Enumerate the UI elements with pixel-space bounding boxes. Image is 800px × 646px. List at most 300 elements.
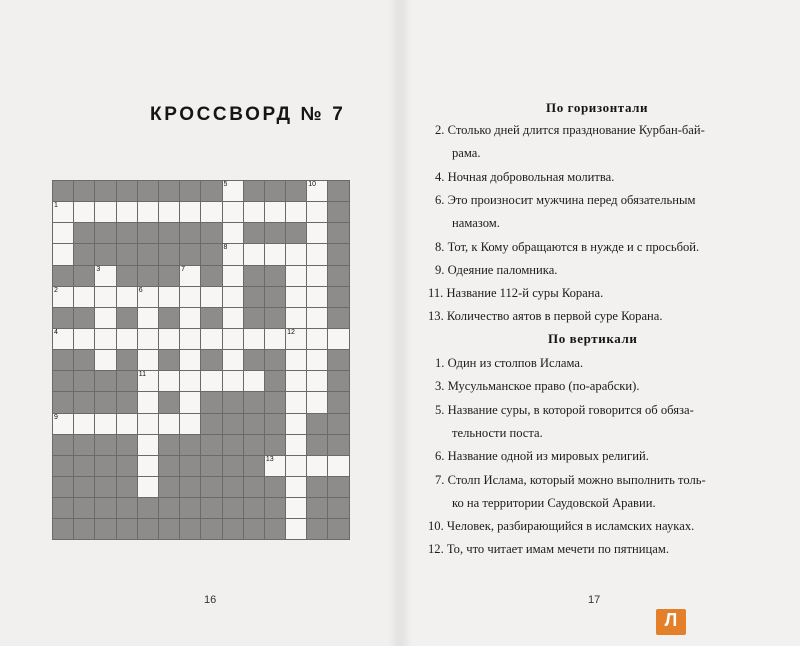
clue-number: 4 xyxy=(54,328,58,336)
clue-line xyxy=(435,399,755,422)
crossword-cell-shaded xyxy=(74,435,95,456)
publisher-logo xyxy=(656,609,686,635)
crossword-cell-shaded xyxy=(265,392,286,413)
crossword-cell-empty[interactable] xyxy=(307,392,328,413)
crossword-cell-empty[interactable] xyxy=(180,414,201,435)
crossword-cell-empty[interactable] xyxy=(53,244,74,265)
crossword-cell-empty[interactable] xyxy=(95,329,116,350)
crossword-cell-empty[interactable] xyxy=(95,350,116,371)
crossword-cell-shaded xyxy=(328,392,349,413)
crossword-cell-shaded xyxy=(223,456,244,477)
crossword-cell-empty[interactable] xyxy=(138,202,159,223)
clue-line xyxy=(435,259,755,282)
clue-line-text: Человек, разбирающийся в исламских науках. xyxy=(446,519,695,534)
crossword-cell-shaded xyxy=(201,181,222,202)
crossword-cell-shaded xyxy=(265,350,286,371)
crossword-cell-shaded xyxy=(244,456,265,477)
clue-line xyxy=(435,352,755,375)
crossword-cell-empty[interactable] xyxy=(244,329,265,350)
crossword-cell-empty[interactable] xyxy=(286,435,307,456)
crossword-cell-empty[interactable] xyxy=(286,266,307,287)
clue-line-text: Ночная добровольная молитва. xyxy=(447,169,615,184)
clue-line-number: 3. xyxy=(435,379,445,394)
crossword-cell-empty[interactable] xyxy=(223,244,244,265)
crossword-cell-shaded xyxy=(180,498,201,519)
right-page xyxy=(398,0,800,646)
clue-line-text: рама. xyxy=(452,146,481,161)
crossword-cell-empty[interactable] xyxy=(286,308,307,329)
crossword-cell-empty[interactable] xyxy=(138,435,159,456)
crossword-cell-shaded xyxy=(201,308,222,329)
crossword-cell-empty[interactable] xyxy=(223,350,244,371)
clue-line-number: 9. xyxy=(435,262,445,277)
crossword-cell-empty[interactable] xyxy=(286,350,307,371)
page-title: КРОССВОРД № 7 xyxy=(150,104,346,125)
crossword-cell-shaded xyxy=(223,519,244,540)
crossword-cell-shaded xyxy=(180,244,201,265)
clue-line xyxy=(428,538,748,561)
crossword-cell-empty[interactable] xyxy=(117,202,138,223)
crossword-cell-empty[interactable] xyxy=(180,371,201,392)
crossword-cell-empty[interactable] xyxy=(95,266,116,287)
crossword-cell-empty[interactable] xyxy=(286,392,307,413)
crossword-cell-empty[interactable] xyxy=(265,244,286,265)
crossword-cell-shaded xyxy=(201,223,222,244)
crossword-cell-shaded xyxy=(117,477,138,498)
crossword-cell-empty[interactable] xyxy=(286,244,307,265)
crossword-cell-empty[interactable] xyxy=(307,244,328,265)
crossword-cell-shaded xyxy=(74,456,95,477)
clue-line-number: 7. xyxy=(435,472,445,487)
down-heading: По вертикали xyxy=(548,331,638,346)
crossword-cell-shaded xyxy=(74,498,95,519)
crossword-cell-empty[interactable] xyxy=(307,266,328,287)
clue-line-text: Один из столпов Ислама. xyxy=(447,356,584,370)
crossword-cell-shaded xyxy=(138,519,159,540)
crossword-cell-shaded xyxy=(201,477,222,498)
clue-line xyxy=(428,515,748,538)
crossword-cell-shaded xyxy=(286,223,307,244)
crossword-cell-empty[interactable] xyxy=(180,392,201,413)
clue-number: 5 xyxy=(223,181,228,188)
crossword-cell-empty[interactable] xyxy=(307,287,328,308)
crossword-cell-shaded xyxy=(53,435,74,456)
crossword-cell-empty[interactable] xyxy=(159,371,180,392)
crossword-cell-shaded xyxy=(244,308,265,329)
crossword-cell-empty[interactable] xyxy=(328,329,349,350)
crossword-cell-empty[interactable] xyxy=(223,329,244,350)
crossword-cell-shaded xyxy=(328,519,349,540)
crossword-cell-empty[interactable] xyxy=(74,329,95,350)
clue-line xyxy=(452,142,772,165)
crossword-cell-shaded xyxy=(265,308,286,329)
crossword-cell-shaded xyxy=(265,519,286,540)
crossword-cell-shaded xyxy=(328,414,349,435)
crossword-cell-empty[interactable] xyxy=(95,202,116,223)
crossword-cell-shaded xyxy=(307,477,328,498)
crossword-cell-shaded xyxy=(328,287,349,308)
crossword-cell-shaded xyxy=(328,266,349,287)
crossword-cell-empty[interactable] xyxy=(307,371,328,392)
crossword-cell-shaded xyxy=(265,266,286,287)
clue-line-number: 12. xyxy=(428,542,444,557)
crossword-cell-empty[interactable] xyxy=(159,329,180,350)
clue-line xyxy=(435,119,755,142)
crossword-cell-shaded xyxy=(328,181,349,202)
crossword-cell-empty[interactable] xyxy=(286,414,307,435)
crossword-cell-shaded xyxy=(117,266,138,287)
clue-number: 7 xyxy=(181,265,186,273)
crossword-cell-shaded xyxy=(53,371,74,392)
crossword-cell-empty[interactable] xyxy=(138,371,159,392)
clue-line-text: намазом. xyxy=(452,216,500,231)
crossword-cell-shaded xyxy=(244,498,265,519)
crossword-cell-shaded xyxy=(74,350,95,371)
clue-line xyxy=(452,422,772,445)
crossword-cell-shaded xyxy=(201,244,222,265)
crossword-cell-shaded xyxy=(53,519,74,540)
crossword-cell-shaded xyxy=(159,477,180,498)
crossword-grid xyxy=(52,180,350,540)
crossword-cell-shaded xyxy=(117,371,138,392)
clue-line-text: Тот, к Кому обращаются в нужде и с просьбой. xyxy=(447,239,700,254)
clue-line-number: 8. xyxy=(435,239,445,254)
clue-line-text: Название суры, в которой говорится об обяза- xyxy=(447,402,694,417)
crossword-cell-empty[interactable] xyxy=(286,477,307,498)
crossword-cell-empty[interactable] xyxy=(117,414,138,435)
crossword-cell-shaded xyxy=(223,414,244,435)
crossword-cell-shaded xyxy=(180,435,201,456)
crossword-cell-shaded xyxy=(159,244,180,265)
crossword-cell-shaded xyxy=(244,223,265,244)
crossword-cell-empty[interactable] xyxy=(117,329,138,350)
crossword-cell-shaded xyxy=(138,266,159,287)
crossword-cell-shaded xyxy=(159,498,180,519)
crossword-cell-shaded xyxy=(159,308,180,329)
left-page xyxy=(0,0,398,646)
crossword-cell-shaded xyxy=(95,244,116,265)
crossword-cell-shaded xyxy=(265,477,286,498)
crossword-cell-empty[interactable] xyxy=(223,287,244,308)
crossword-cell-empty[interactable] xyxy=(95,308,116,329)
crossword-cell-shaded xyxy=(180,181,201,202)
crossword-cell-empty[interactable] xyxy=(286,329,307,350)
crossword-cell-shaded xyxy=(117,350,138,371)
crossword-cell-shaded xyxy=(328,223,349,244)
crossword-cell-empty[interactable] xyxy=(265,202,286,223)
logo-glyph: Л xyxy=(664,610,678,630)
crossword-cell-empty[interactable] xyxy=(180,350,201,371)
crossword-cell-shaded xyxy=(117,392,138,413)
crossword-cell-shaded xyxy=(53,392,74,413)
crossword-cell-empty[interactable] xyxy=(138,350,159,371)
clue-line-text: Столп Ислама, который можно выполнить толь- xyxy=(447,472,706,487)
crossword-cell-empty[interactable] xyxy=(74,287,95,308)
crossword-cell-shaded xyxy=(201,414,222,435)
crossword-cell-shaded xyxy=(117,456,138,477)
crossword-cell-empty[interactable] xyxy=(138,287,159,308)
crossword-cell-shaded xyxy=(265,414,286,435)
crossword-cell-shaded xyxy=(117,498,138,519)
crossword-cell-empty[interactable] xyxy=(180,202,201,223)
crossword-cell-shaded xyxy=(201,350,222,371)
clue-number: 2 xyxy=(54,286,58,294)
crossword-cell-empty[interactable] xyxy=(286,498,307,519)
clue-line-number: 6. xyxy=(435,192,445,207)
clue-number: 9 xyxy=(54,413,58,421)
crossword-cell-shaded xyxy=(138,244,159,265)
crossword-cell-empty[interactable] xyxy=(286,287,307,308)
crossword-cell-empty[interactable] xyxy=(117,287,138,308)
crossword-cell-empty[interactable] xyxy=(53,287,74,308)
clue-line-number: 11. xyxy=(428,286,444,301)
crossword-cell-shaded xyxy=(223,498,244,519)
crossword-cell-shaded xyxy=(53,477,74,498)
crossword-cell-shaded xyxy=(159,223,180,244)
crossword-cell-shaded xyxy=(74,244,95,265)
crossword-cell-shaded xyxy=(159,435,180,456)
crossword-cell-shaded xyxy=(307,498,328,519)
crossword-cell-shaded xyxy=(328,477,349,498)
crossword-cell-shaded xyxy=(244,392,265,413)
clue-number: 13 xyxy=(265,455,274,463)
crossword-cell-shaded xyxy=(74,308,95,329)
clue-number: 3 xyxy=(96,265,101,273)
clue-number: 6 xyxy=(138,286,143,294)
crossword-cell-shaded xyxy=(265,435,286,456)
crossword-cell-shaded xyxy=(328,498,349,519)
crossword-cell-shaded xyxy=(307,414,328,435)
crossword-cell-empty[interactable] xyxy=(53,223,74,244)
clue-line-text: ко на территории Саудовской Аравии. xyxy=(452,495,656,510)
crossword-cell-shaded xyxy=(328,202,349,223)
crossword-cell-shaded xyxy=(201,498,222,519)
crossword-cell-shaded xyxy=(159,350,180,371)
across-heading: По горизонтали xyxy=(546,100,649,115)
crossword-cell-shaded xyxy=(138,181,159,202)
crossword-cell-shaded xyxy=(307,435,328,456)
crossword-cell-empty[interactable] xyxy=(307,350,328,371)
crossword-cell-empty[interactable] xyxy=(180,266,201,287)
crossword-cell-shaded xyxy=(307,519,328,540)
crossword-cell-shaded xyxy=(95,371,116,392)
crossword-cell-shaded xyxy=(117,244,138,265)
crossword-cell-empty[interactable] xyxy=(201,202,222,223)
crossword-cell-empty[interactable] xyxy=(180,308,201,329)
clue-line-number: 6. xyxy=(435,449,445,464)
crossword-cell-shaded xyxy=(265,498,286,519)
clue-line xyxy=(435,469,755,492)
clue-line xyxy=(428,282,748,305)
clue-number: 1 xyxy=(54,202,58,210)
crossword-cell-shaded xyxy=(95,181,116,202)
clue-line xyxy=(435,445,755,468)
crossword-cell-empty[interactable] xyxy=(307,308,328,329)
crossword-cell-shaded xyxy=(180,223,201,244)
crossword-cell-shaded xyxy=(201,519,222,540)
crossword-cell-shaded xyxy=(53,266,74,287)
crossword-cell-empty[interactable] xyxy=(53,202,74,223)
crossword-cell-shaded xyxy=(53,350,74,371)
clue-line-number: 5. xyxy=(435,402,445,417)
crossword-cell-empty[interactable] xyxy=(159,202,180,223)
crossword-cell-shaded xyxy=(117,308,138,329)
crossword-cell-shaded xyxy=(265,371,286,392)
crossword-cell-empty[interactable] xyxy=(223,266,244,287)
crossword-cell-shaded xyxy=(74,181,95,202)
crossword-cell-empty[interactable] xyxy=(328,456,349,477)
crossword-cell-shaded xyxy=(74,371,95,392)
crossword-cell-empty[interactable] xyxy=(265,329,286,350)
crossword-cell-empty[interactable] xyxy=(244,244,265,265)
crossword-cell-shaded xyxy=(53,456,74,477)
clue-line-number: 10. xyxy=(428,519,444,534)
crossword-cell-empty[interactable] xyxy=(138,392,159,413)
crossword-cell-empty[interactable] xyxy=(307,456,328,477)
crossword-cell-empty[interactable] xyxy=(53,329,74,350)
clue-number: 8 xyxy=(223,244,228,252)
crossword-cell-shaded xyxy=(244,477,265,498)
clue-line-text: тельности поста. xyxy=(452,425,543,440)
crossword-cell-shaded xyxy=(74,266,95,287)
clue-line-text: Одеяние паломника. xyxy=(447,262,558,277)
clue-number: 12 xyxy=(287,328,295,336)
crossword-cell-shaded xyxy=(159,181,180,202)
clue-line-number: 2. xyxy=(435,123,445,137)
clue-line xyxy=(452,492,772,515)
clue-line-text: Столько дней длится празднование Курбан-бай- xyxy=(447,123,705,137)
clue-line xyxy=(435,236,755,259)
crossword-cell-shaded xyxy=(244,519,265,540)
clue-line xyxy=(428,305,748,328)
crossword-cell-shaded xyxy=(138,223,159,244)
crossword-cell-empty[interactable] xyxy=(286,371,307,392)
crossword-cell-shaded xyxy=(201,266,222,287)
crossword-cell-shaded xyxy=(95,223,116,244)
crossword-cell-shaded xyxy=(74,477,95,498)
crossword-cell-empty[interactable] xyxy=(138,477,159,498)
crossword-cell-shaded xyxy=(53,308,74,329)
crossword-cell-shaded xyxy=(95,435,116,456)
crossword-cell-shaded xyxy=(95,519,116,540)
page-number-right: 17 xyxy=(588,594,601,606)
clue-line-text: То, что читает имам мечети по пятницам. xyxy=(446,542,669,557)
crossword-cell-empty[interactable] xyxy=(138,456,159,477)
crossword-cell-shaded xyxy=(95,456,116,477)
crossword-cell-shaded xyxy=(223,392,244,413)
crossword-cell-shaded xyxy=(74,392,95,413)
crossword-cell-empty[interactable] xyxy=(180,287,201,308)
crossword-cell-shaded xyxy=(117,519,138,540)
crossword-cell-empty[interactable] xyxy=(286,519,307,540)
crossword-cell-shaded xyxy=(138,498,159,519)
clue-line xyxy=(435,166,755,189)
clue-line-text: Мусульманское право (по-арабски). xyxy=(447,379,640,394)
crossword-cell-empty[interactable] xyxy=(138,329,159,350)
crossword-cell-empty[interactable] xyxy=(201,371,222,392)
crossword-cell-empty[interactable] xyxy=(223,181,244,202)
crossword-cell-empty[interactable] xyxy=(244,371,265,392)
crossword-cell-empty[interactable] xyxy=(201,287,222,308)
crossword-cell-empty[interactable] xyxy=(244,202,265,223)
crossword-cell-shaded xyxy=(95,392,116,413)
crossword-cell-empty[interactable] xyxy=(138,308,159,329)
crossword-cell-empty[interactable] xyxy=(223,308,244,329)
crossword-cell-empty[interactable] xyxy=(223,202,244,223)
crossword-cell-shaded xyxy=(159,456,180,477)
clue-line-number: 13. xyxy=(428,309,444,324)
crossword-cell-shaded xyxy=(286,181,307,202)
crossword-cell-shaded xyxy=(328,308,349,329)
crossword-cell-empty[interactable] xyxy=(138,414,159,435)
crossword-cell-shaded xyxy=(74,519,95,540)
crossword-cell-shaded xyxy=(244,266,265,287)
clue-number: 11 xyxy=(138,371,147,379)
crossword-cell-empty[interactable] xyxy=(307,223,328,244)
crossword-cell-shaded xyxy=(201,456,222,477)
crossword-cell-empty[interactable] xyxy=(95,414,116,435)
crossword-cell-empty[interactable] xyxy=(74,202,95,223)
crossword-cell-empty[interactable] xyxy=(265,456,286,477)
crossword-cell-empty[interactable] xyxy=(159,287,180,308)
crossword-cell-shaded xyxy=(159,392,180,413)
crossword-cell-shaded xyxy=(244,181,265,202)
crossword-cell-shaded xyxy=(201,392,222,413)
crossword-cell-empty[interactable] xyxy=(159,414,180,435)
page-number-left: 16 xyxy=(204,594,217,606)
crossword-cell-shaded xyxy=(244,287,265,308)
clue-line-text: Название 112-й суры Корана. xyxy=(446,286,604,301)
crossword-cell-shaded xyxy=(328,371,349,392)
crossword-cell-shaded xyxy=(328,350,349,371)
crossword-cell-shaded xyxy=(117,181,138,202)
crossword-cell-shaded xyxy=(265,287,286,308)
clue-line-text: Количество аятов в первой суре Корана. xyxy=(446,309,663,324)
crossword-cell-shaded xyxy=(117,223,138,244)
crossword-cell-empty[interactable] xyxy=(307,181,328,202)
clue-line xyxy=(452,212,772,235)
crossword-cell-empty[interactable] xyxy=(307,329,328,350)
crossword-cell-empty[interactable] xyxy=(74,414,95,435)
crossword-cell-shaded xyxy=(180,519,201,540)
crossword-cell-shaded xyxy=(53,498,74,519)
book-gutter xyxy=(388,0,412,646)
clue-number: 10 xyxy=(308,181,317,188)
crossword-cell-shaded xyxy=(117,435,138,456)
crossword-cell-shaded xyxy=(95,498,116,519)
crossword-cell-shaded xyxy=(159,519,180,540)
crossword-cell-shaded xyxy=(244,350,265,371)
crossword-cell-empty[interactable] xyxy=(95,287,116,308)
crossword-cell-shaded xyxy=(265,223,286,244)
crossword-cell-empty[interactable] xyxy=(201,329,222,350)
crossword-cell-empty[interactable] xyxy=(223,371,244,392)
crossword-cell-shaded xyxy=(223,477,244,498)
crossword-cell-empty[interactable] xyxy=(180,329,201,350)
crossword-cell-shaded xyxy=(265,181,286,202)
clue-line-text: Название одной из мировых религий. xyxy=(447,449,649,464)
crossword-cell-empty[interactable] xyxy=(286,202,307,223)
crossword-cell-empty[interactable] xyxy=(286,456,307,477)
crossword-cell-empty[interactable] xyxy=(53,414,74,435)
crossword-cell-empty[interactable] xyxy=(223,223,244,244)
crossword-cell-shaded xyxy=(180,456,201,477)
crossword-cell-shaded xyxy=(159,266,180,287)
crossword-cell-shaded xyxy=(201,435,222,456)
crossword-cell-shaded xyxy=(223,435,244,456)
crossword-cell-empty[interactable] xyxy=(307,202,328,223)
clue-line-text: Это произносит мужчина перед обязательным xyxy=(447,192,696,207)
